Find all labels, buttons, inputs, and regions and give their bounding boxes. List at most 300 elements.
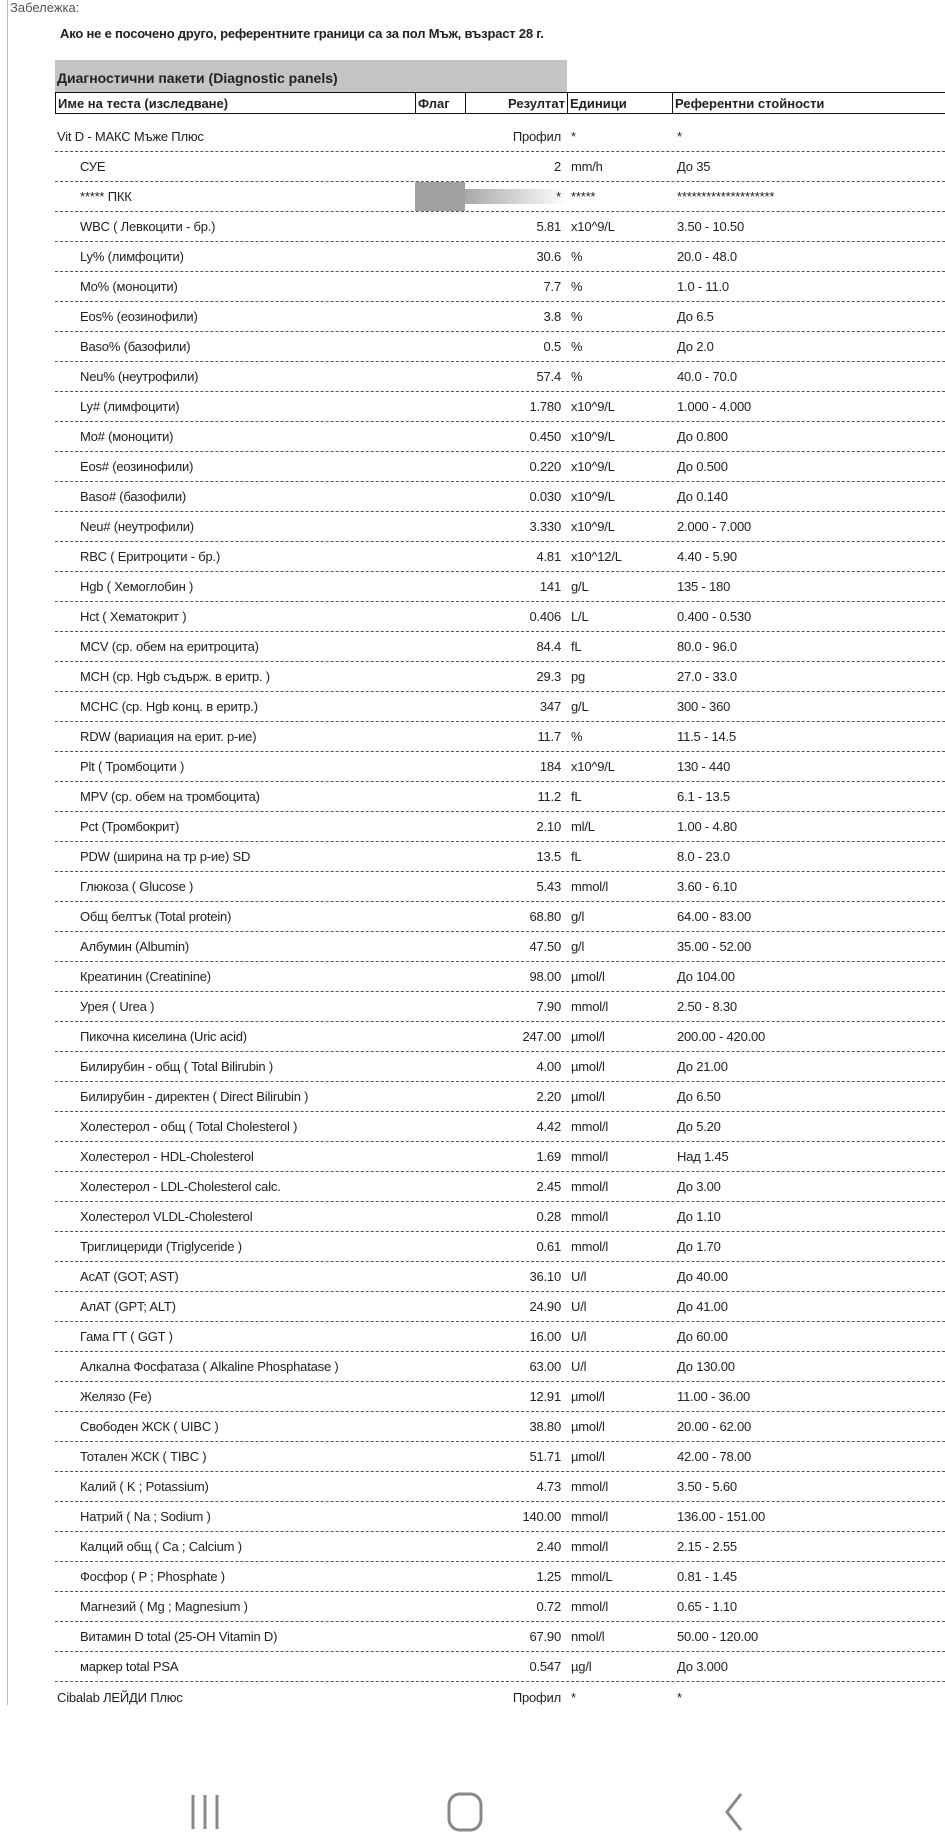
flag-cell	[415, 1262, 465, 1291]
table-row	[55, 812, 945, 842]
test-name: Холестерол - общ ( Total Cholesterol )	[80, 1119, 298, 1134]
result-value: 0.72	[536, 1599, 561, 1614]
units-value: U/l	[571, 1299, 587, 1314]
flag-cell	[415, 932, 465, 961]
units-value: µmol/l	[571, 1089, 605, 1104]
table-row	[55, 392, 945, 422]
table-row	[55, 1532, 945, 1562]
reference-range: 64.00 - 83.00	[677, 909, 752, 924]
units-value: mmol/l	[571, 1149, 609, 1164]
reference-range: До 3.000	[677, 1659, 728, 1674]
test-name: MCHC (ср. Hgb конц. в еритр.)	[80, 699, 258, 714]
table-row	[55, 1082, 945, 1112]
reference-range: 42.00 - 78.00	[677, 1449, 752, 1464]
flag-cell	[415, 1082, 465, 1111]
flag-cell	[415, 872, 465, 901]
reference-range: До 21.00	[677, 1059, 728, 1074]
test-name: MCH (ср. Hgb съдърж. в еритр. )	[80, 669, 270, 684]
panel-title: Диагностични пакети (Diagnostic panels)	[55, 60, 567, 92]
table-row	[55, 1232, 945, 1262]
units-value: mmol/l	[571, 1479, 609, 1494]
test-name: Креатинин (Creatinine)	[80, 969, 211, 984]
result-value: 98.00	[529, 969, 561, 984]
test-name: Baso# (базофили)	[80, 489, 187, 504]
table-row	[55, 1472, 945, 1502]
table-row	[55, 1382, 945, 1412]
flag-cell	[415, 992, 465, 1021]
flag-cell	[415, 602, 465, 631]
flag-cell	[415, 182, 465, 211]
result-value: *	[465, 189, 567, 204]
result-value: 0.5	[543, 339, 561, 354]
result-value: 11.7	[537, 729, 561, 744]
units-value: U/l	[571, 1269, 587, 1284]
test-name: АсАТ (GOT; AST)	[80, 1269, 179, 1284]
result-value: 2.45	[536, 1179, 561, 1194]
units-value: x10^9/L	[571, 459, 615, 474]
test-name: Калций общ ( Ca ; Calcium )	[80, 1539, 242, 1554]
table-row	[55, 422, 945, 452]
result-value: 7.90	[536, 999, 561, 1014]
units-value: mmol/L	[571, 1569, 613, 1584]
reference-range: 0.65 - 1.10	[677, 1599, 737, 1614]
flag-cell	[415, 212, 465, 241]
table-row	[55, 1112, 945, 1142]
table-row	[55, 842, 945, 872]
result-value: 16.00	[529, 1329, 561, 1344]
units-value: x10^9/L	[571, 219, 615, 234]
reference-range: Над 1.45	[677, 1149, 729, 1164]
flag-cell	[415, 1442, 465, 1471]
units-value: *	[571, 129, 576, 144]
flag-cell	[415, 1202, 465, 1231]
test-name: Натрий ( Na ; Sodium )	[80, 1509, 211, 1524]
test-name: Neu# (неутрофили)	[80, 519, 194, 534]
table-row	[55, 602, 945, 632]
test-name: Желязо (Fe)	[80, 1389, 152, 1404]
flag-cell	[415, 1052, 465, 1081]
results-table	[55, 122, 945, 1712]
units-value: mmol/l	[571, 1539, 609, 1554]
test-name: Албумин (Albumin)	[80, 939, 189, 954]
reference-range: До 6.5	[677, 309, 714, 324]
flag-cell	[415, 452, 465, 481]
reference-range: 50.00 - 120.00	[677, 1629, 759, 1644]
table-row	[55, 1172, 945, 1202]
result-value: 3.330	[529, 519, 561, 534]
table-row	[55, 152, 945, 182]
test-name: RDW (вариация на ерит. р-ие)	[80, 729, 257, 744]
result-value: 2.10	[536, 819, 561, 834]
test-name: Гама ГТ ( GGT )	[80, 1329, 173, 1344]
reference-range: 1.000 - 4.000	[677, 399, 752, 414]
test-name: Магнезий ( Mg ; Magnesium )	[80, 1599, 248, 1614]
table-row	[55, 1322, 945, 1352]
result-value: 0.406	[529, 609, 561, 624]
result-value: 63.00	[529, 1359, 561, 1374]
flag-cell	[415, 812, 465, 841]
test-name: Билирубин - директен ( Direct Bilirubin )	[80, 1089, 309, 1104]
test-name: PDW (ширина на тр р-ие) SD	[80, 849, 251, 864]
back-icon[interactable]	[715, 1792, 755, 1832]
table-row	[55, 332, 945, 362]
result-value: 57.4	[536, 369, 561, 384]
test-name: Baso% (базофили)	[80, 339, 191, 354]
reference-range: До 3.00	[677, 1179, 721, 1194]
result-value: 2	[553, 159, 561, 174]
units-value: g/L	[571, 579, 589, 594]
header-name: Име на теста (изследване)	[56, 93, 416, 113]
result-value: 67.90	[529, 1629, 561, 1644]
table-row	[55, 1682, 945, 1712]
test-name: Ly% (лимфоцити)	[80, 249, 184, 264]
result-value: 1.780	[529, 399, 561, 414]
reference-range: 8.0 - 23.0	[677, 849, 730, 864]
table-row	[55, 902, 945, 932]
test-name: Урея ( Urea )	[80, 999, 155, 1014]
reference-range: До 0.140	[677, 489, 728, 504]
result-value: 0.28	[536, 1209, 561, 1224]
reference-range: 1.00 - 4.80	[677, 819, 737, 834]
reference-range: 11.5 - 14.5	[677, 729, 736, 744]
test-name: Pct (Тромбокрит)	[80, 819, 180, 834]
note-label: Забележка:	[10, 0, 80, 15]
reference-range: До 1.10	[677, 1209, 721, 1224]
table-row	[55, 1652, 945, 1682]
result-value: 12.91	[529, 1389, 561, 1404]
units-value: mmol/l	[571, 1599, 609, 1614]
flag-cell	[415, 152, 465, 181]
reference-range: 136.00 - 151.00	[677, 1509, 766, 1524]
result-value: 141	[539, 579, 561, 594]
flag-cell	[415, 1502, 465, 1531]
result-value: 184	[539, 759, 561, 774]
test-name: Eos# (еозинофили)	[80, 459, 194, 474]
test-name: СУЕ	[80, 159, 106, 174]
result-value: 0.220	[529, 459, 561, 474]
test-name: Холестерол VLDL-Cholesterol	[80, 1209, 253, 1224]
flag-cell	[415, 572, 465, 601]
units-value: x10^12/L	[571, 549, 622, 564]
table-row	[55, 1142, 945, 1172]
test-name: Витамин D total (25-OH Vitamin D)	[80, 1629, 278, 1644]
units-value: %	[571, 339, 583, 354]
test-name: Hct ( Хематокрит )	[80, 609, 187, 624]
reference-range: 35.00 - 52.00	[677, 939, 752, 954]
test-name: MCV (ср. обем на еритроцита)	[80, 639, 259, 654]
reference-range: До 41.00	[677, 1299, 728, 1314]
test-name: WBC ( Левкоцити - бр.)	[80, 219, 216, 234]
flag-cell	[415, 962, 465, 991]
result-value: 84.4	[536, 639, 561, 654]
header-flag: Флаг	[416, 93, 466, 113]
result-value: 24.90	[529, 1299, 561, 1314]
table-row	[55, 272, 945, 302]
table-row	[55, 482, 945, 512]
test-name: Фосфор ( P ; Phosphate )	[80, 1569, 225, 1584]
result-value: 4.81	[536, 549, 561, 564]
result-value: 4.00	[536, 1059, 561, 1074]
result-value: 347	[539, 699, 561, 714]
flag-cell	[415, 632, 465, 661]
reference-range: 27.0 - 33.0	[677, 669, 737, 684]
reference-range: До 6.50	[677, 1089, 721, 1104]
reference-range: 130 - 440	[677, 759, 731, 774]
table-row	[55, 572, 945, 602]
flag-cell	[415, 482, 465, 511]
units-value: µmol/l	[571, 1389, 605, 1404]
flag-cell	[415, 1112, 465, 1141]
reference-range: 135 - 180	[677, 579, 731, 594]
units-value: x10^9/L	[571, 429, 615, 444]
units-value: µmol/l	[571, 1059, 605, 1074]
units-value: x10^9/L	[571, 489, 615, 504]
header-result: Резултат	[466, 93, 568, 113]
table-row	[55, 122, 945, 152]
units-value: g/l	[571, 909, 585, 924]
units-value: µmol/l	[571, 1029, 605, 1044]
result-value: 0.547	[529, 1659, 561, 1674]
units-value: mmol/l	[571, 1509, 609, 1524]
reference-range: 4.40 - 5.90	[677, 549, 737, 564]
table-row	[55, 1622, 945, 1652]
reference-range: 40.0 - 70.0	[677, 369, 737, 384]
test-name: Общ белтък (Total protein)	[80, 909, 232, 924]
table-row	[55, 632, 945, 662]
reference-range: 2.000 - 7.000	[677, 519, 752, 534]
table-row	[55, 1052, 945, 1082]
reference-range: До 1.70	[677, 1239, 721, 1254]
table-row	[55, 1442, 945, 1472]
units-value: µg/l	[571, 1659, 592, 1674]
flag-cell	[415, 392, 465, 421]
flag-cell	[415, 1172, 465, 1201]
test-name: Тотален ЖСК ( TIBC )	[80, 1449, 207, 1464]
result-value: 140.00	[522, 1509, 561, 1524]
flag-cell	[415, 332, 465, 361]
reference-range: 80.0 - 96.0	[677, 639, 737, 654]
result-value: 47.50	[529, 939, 561, 954]
reference-range: *	[677, 129, 682, 144]
result-value: 5.81	[536, 219, 561, 234]
test-name: Холестерол - LDL-Cholesterol calc.	[80, 1179, 281, 1194]
test-name: АлАТ (GPT; ALT)	[80, 1299, 176, 1314]
table-row	[55, 1502, 945, 1532]
table-row	[55, 212, 945, 242]
flag-cell	[415, 542, 465, 571]
test-name: Cibalab ЛЕЙДИ Плюс	[57, 1689, 183, 1705]
result-value: 7.7	[543, 279, 561, 294]
flag-cell	[415, 272, 465, 301]
recent-apps-icon[interactable]	[185, 1792, 225, 1832]
flag-cell	[415, 1292, 465, 1321]
table-row	[55, 722, 945, 752]
result-value: 4.42	[536, 1119, 561, 1134]
table-row	[55, 242, 945, 272]
flag-cell	[415, 1352, 465, 1381]
table-row	[55, 302, 945, 332]
table-row	[55, 1412, 945, 1442]
units-value: µmol/l	[571, 1449, 605, 1464]
table-header	[55, 92, 945, 114]
result-value: 38.80	[529, 1419, 561, 1434]
reference-range: ********************	[677, 189, 775, 204]
flag-cell	[415, 902, 465, 931]
flag-cell	[415, 422, 465, 451]
table-row	[55, 962, 945, 992]
flag-cell	[415, 1412, 465, 1441]
flag-cell	[415, 1592, 465, 1621]
flag-cell	[415, 1622, 465, 1651]
test-name: Hgb ( Хемоглобин )	[80, 579, 194, 594]
units-value: µmol/l	[571, 969, 605, 984]
table-row	[55, 362, 945, 392]
result-value: 0.61	[536, 1239, 561, 1254]
reference-range: 3.60 - 6.10	[677, 879, 737, 894]
test-name: Vit D - МАКС Мъже Плюс	[57, 129, 204, 144]
reference-range: 2.50 - 8.30	[677, 999, 737, 1014]
header-ref: Референтни стойности	[675, 96, 825, 111]
flag-cell	[415, 1562, 465, 1591]
flag-cell	[415, 242, 465, 271]
flag-cell	[415, 1532, 465, 1561]
units-value: mm/h	[571, 159, 603, 174]
test-name: Холестерол - HDL-Cholesterol	[80, 1149, 254, 1164]
units-value: U/l	[571, 1359, 587, 1374]
test-name: RBC ( Еритроцити - бр.)	[80, 549, 221, 564]
units-value: ml/L	[571, 819, 595, 834]
result-value: 51.71	[529, 1449, 561, 1464]
flag-cell	[415, 1382, 465, 1411]
reference-range: 2.15 - 2.55	[677, 1539, 737, 1554]
reference-range: 6.1 - 13.5	[677, 789, 730, 804]
reference-range: До 0.800	[677, 429, 728, 444]
result-value: 2.20	[536, 1089, 561, 1104]
test-name: Пикочна киселина (Uric acid)	[80, 1029, 247, 1044]
units-value: g/L	[571, 699, 589, 714]
table-row	[55, 662, 945, 692]
result-value: 3.8	[543, 309, 561, 324]
android-nav-bar	[0, 1760, 945, 1832]
units-value: nmol/l	[571, 1629, 605, 1644]
flag-cell	[415, 782, 465, 811]
test-name: ***** ПКК	[80, 189, 132, 204]
table-row	[55, 1352, 945, 1382]
table-row	[55, 1292, 945, 1322]
units-value: %	[571, 369, 583, 384]
units-value: %	[571, 309, 583, 324]
flag-cell	[415, 302, 465, 331]
table-row	[55, 752, 945, 782]
reference-range: До 35	[677, 159, 711, 174]
test-name: Свободен ЖСК ( UIBC )	[80, 1419, 219, 1434]
table-row	[55, 992, 945, 1022]
flag-cell	[415, 122, 465, 151]
units-value: x10^9/L	[571, 759, 615, 774]
reference-intro: Ако не е посочено друго, референтните граници са за пол Мъж, възраст 28 г.	[60, 26, 544, 41]
result-value: 29.3	[536, 669, 561, 684]
result-value: 4.73	[536, 1479, 561, 1494]
table-row	[55, 932, 945, 962]
units-value: x10^9/L	[571, 519, 615, 534]
reference-range: *	[677, 1689, 682, 1705]
test-name: Триглицериди (Triglyceride )	[80, 1239, 242, 1254]
flag-cell	[415, 692, 465, 721]
units-value: fL	[571, 789, 582, 804]
result-value: 0.030	[529, 489, 561, 504]
result-value: 1.25	[536, 1569, 561, 1584]
page-left-border	[0, 0, 8, 1705]
units-value: mmol/l	[571, 999, 609, 1014]
table-row	[55, 1202, 945, 1232]
flag-cell	[415, 722, 465, 751]
result-value: 30.6	[536, 249, 561, 264]
units-value: mmol/l	[571, 1239, 609, 1254]
test-name: Глюкоза ( Glucose )	[80, 879, 194, 894]
table-row	[55, 182, 945, 212]
flag-cell	[415, 662, 465, 691]
test-name: Mo% (моноцити)	[80, 279, 178, 294]
reference-range: До 40.00	[677, 1269, 728, 1284]
result-value: 36.10	[529, 1269, 561, 1284]
flag-cell	[415, 1142, 465, 1171]
table-row	[55, 452, 945, 482]
reference-range: 3.50 - 5.60	[677, 1479, 737, 1494]
table-row	[55, 872, 945, 902]
reference-range: До 5.20	[677, 1119, 721, 1134]
result-value: 13.5	[536, 849, 561, 864]
flag-cell	[415, 842, 465, 871]
flag-cell	[415, 1232, 465, 1261]
home-icon[interactable]	[445, 1792, 485, 1832]
flag-cell	[415, 1682, 465, 1712]
flag-cell	[415, 1472, 465, 1501]
reference-range: До 2.0	[677, 339, 714, 354]
units-value: %	[571, 249, 583, 264]
test-name: Алкална Фосфатаза ( Alkaline Phosphatase )	[80, 1359, 339, 1374]
table-row	[55, 542, 945, 572]
reference-range: 200.00 - 420.00	[677, 1029, 766, 1044]
table-row	[55, 782, 945, 812]
reference-range: 0.400 - 0.530	[677, 609, 752, 624]
test-name: Mo# (моноцити)	[80, 429, 174, 444]
table-row	[55, 1262, 945, 1292]
flag-cell	[415, 1652, 465, 1681]
reference-range: До 60.00	[677, 1329, 728, 1344]
units-value: mmol/l	[571, 1119, 609, 1134]
table-row	[55, 1022, 945, 1052]
result-value: 1.69	[536, 1149, 561, 1164]
test-name: MPV (ср. обем на тромбоцита)	[80, 789, 260, 804]
header-units: Единици	[568, 93, 673, 113]
result-value: 5.43	[536, 879, 561, 894]
reference-range: До 0.500	[677, 459, 728, 474]
reference-range: 11.00 - 36.00	[677, 1389, 751, 1404]
table-row	[55, 512, 945, 542]
units-value: fL	[571, 849, 582, 864]
reference-range: До 130.00	[677, 1359, 735, 1374]
result-value: 2.40	[536, 1539, 561, 1554]
result-value: 11.2	[537, 789, 561, 804]
flag-cell	[415, 1022, 465, 1051]
reference-range: 3.50 - 10.50	[677, 219, 744, 234]
flag-cell	[415, 362, 465, 391]
test-name: Билирубин - общ ( Total Bilirubin )	[80, 1059, 273, 1074]
units-value: L/L	[571, 609, 589, 624]
units-value: µmol/l	[571, 1419, 605, 1434]
units-value: %	[571, 729, 583, 744]
reference-range: 20.00 - 62.00	[677, 1419, 752, 1434]
